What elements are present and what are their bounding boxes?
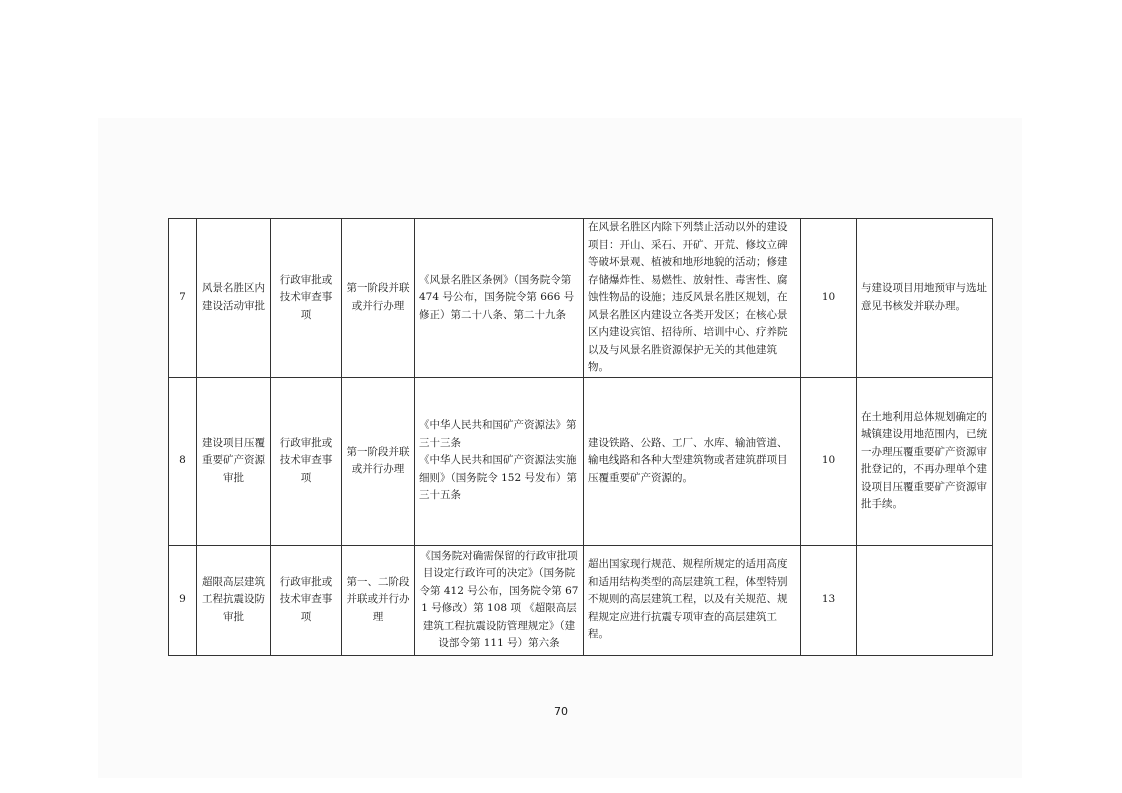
item-name: 超限高层建筑工程抗震设防审批 [197, 545, 271, 655]
remark: 在土地利用总体规划确定的城镇建设用地范围内，已统一办理压覆重要矿产资源审批登记的，不再办理单个建设项目压覆重要矿产资源审批手续。 [857, 377, 993, 545]
row-number: 9 [169, 545, 197, 655]
remark: 与建设项目用地预审与选址意见书核发并联办理。 [857, 219, 993, 378]
page-number: 70 [554, 705, 568, 718]
table-row [169, 545, 993, 655]
applicable-scope: 在风景名胜区内除下列禁止活动以外的建设项目：开山、采石、开矿、开荒、修坟立碑等破坏景观、植被和地形地貌的活动；修建存储爆炸性、易燃性、放射性、毒害性、腐蚀性物品的设施；违反风景名胜区规划，在风景名胜区内建设立各类开发区；在核心景区内建设宾馆、招待所、培训中心、疗养院以及与风景名胜资源保护无关的其他建筑物。 [584, 219, 801, 378]
applicable-scope: 超出国家现行规范、规程所规定的适用高度和适用结构类型的高层建筑工程，体型特别不规则的高层建筑工程，以及有关规范、规程规定应进行抗震专项审查的高层建筑工程。 [584, 545, 801, 655]
processing-stage: 第一、二阶段并联或并行办理 [342, 545, 415, 655]
row-number: 8 [169, 377, 197, 545]
approval-items-table [168, 218, 993, 656]
legal-basis: 《中华人民共和国矿产资源法》第三十三条 《中华人民共和国矿产资源法实施细则》（国务院令 152 号发布）第三十五条 [415, 377, 584, 545]
processing-stage: 第一阶段并联或并行办理 [342, 377, 415, 545]
item-name: 建设项目压覆重要矿产资源审批 [197, 377, 271, 545]
processing-stage: 第一阶段并联或并行办理 [342, 219, 415, 378]
time-limit: 10 [801, 219, 857, 378]
row-number: 7 [169, 219, 197, 378]
table-row [169, 219, 993, 378]
remark [857, 545, 993, 655]
applicable-scope: 建设铁路、公路、工厂、水库、输油管道、输电线路和各种大型建筑物或者建筑群项目压覆重要矿产资源的。 [584, 377, 801, 545]
item-type: 行政审批或技术审查事项 [271, 377, 342, 545]
legal-basis: 《风景名胜区条例》（国务院令第 474 号公布，国务院令第 666 号修正）第二十八条、第二十九条 [415, 219, 584, 378]
item-name: 风景名胜区内建设活动审批 [197, 219, 271, 378]
time-limit: 13 [801, 545, 857, 655]
item-type: 行政审批或技术审查事项 [271, 545, 342, 655]
table-row [169, 377, 993, 545]
item-type: 行政审批或技术审查事项 [271, 219, 342, 378]
time-limit: 10 [801, 377, 857, 545]
legal-basis: 《国务院对确需保留的行政审批项目设定行政许可的决定》（国务院令第 412 号公布，国务院令第 671 号修改）第 108 项 《超限高层建筑工程抗震设防管理规定》（建设部令第 111 号）第六条 [415, 545, 584, 655]
